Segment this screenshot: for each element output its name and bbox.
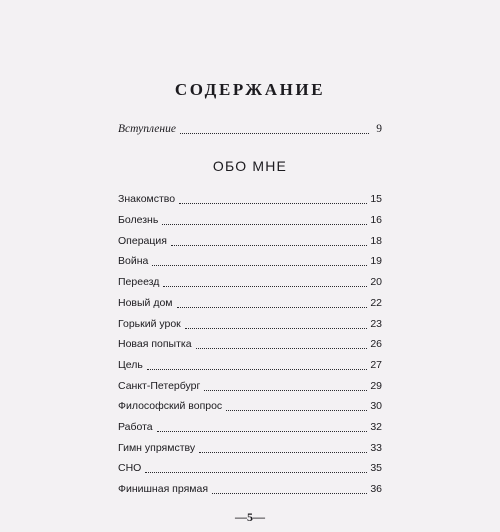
toc-entry-label: Война [118,255,149,267]
toc-entry-label: Санкт-Петербург [118,380,201,392]
dot-leader [162,223,367,225]
toc-entry-label: Новый дом [118,297,173,309]
toc-entry-page: 26 [370,338,382,350]
toc-entry-page: 18 [370,235,382,247]
toc-entry-page: 33 [370,442,382,454]
toc-entry-label: Вступление [118,123,176,135]
toc-entry [118,253,382,269]
toc-entry [118,481,382,497]
toc-entry-intro [118,121,382,137]
dot-leader [152,264,367,266]
dot-leader [163,285,367,287]
dot-leader [226,409,367,411]
toc-entry-page: 9 [376,123,382,135]
toc-entry [118,336,382,352]
toc-entry-label: Цель [118,359,143,371]
dot-leader [196,347,368,349]
toc-entry-label: СНО [118,462,142,474]
toc-page [118,0,382,532]
toc-entry-label: Болезнь [118,214,159,226]
dot-leader [185,327,368,329]
toc-entry-label: Горький урок [118,318,181,330]
toc-entry-label: Финишная прямая [118,483,209,495]
dot-leader [180,132,369,134]
toc-entry-page: 30 [370,400,382,412]
toc-entry [118,440,382,456]
toc-entry-page: 36 [370,483,382,495]
toc-entry [118,419,382,435]
toc-entry [118,191,382,207]
page-number: —5— [235,510,265,524]
toc-entry-page: 32 [370,421,382,433]
toc-entry [118,460,382,476]
toc-entry-page: 15 [370,193,382,205]
toc-entry-page: 27 [370,359,382,371]
toc-entry-page: 23 [370,318,382,330]
toc-entry-page: 19 [370,255,382,267]
toc-entry [118,212,382,228]
section-heading: ОБО МНЕ [212,158,288,174]
toc-entry-page: 20 [370,276,382,288]
dot-leader [177,306,368,308]
dot-leader [204,389,367,391]
toc-entry-label: Новая попытка [118,338,192,350]
toc-entry-label: Операция [118,235,167,247]
toc-entry-label: Знакомство [118,193,176,205]
dot-leader [179,202,367,204]
toc-entry [118,295,382,311]
dot-leader [145,471,367,473]
toc-entry-page: 16 [370,214,382,226]
toc-entry-page: 35 [370,462,382,474]
toc-entry-page: 29 [370,380,382,392]
dot-leader [171,244,367,246]
dot-leader [212,492,367,494]
toc-entry [118,357,382,373]
toc-entry-page: 22 [370,297,382,309]
toc-entry [118,316,382,332]
toc-entry-label: Философский вопрос [118,400,223,412]
dot-leader [147,368,367,370]
toc-entry [118,378,382,394]
toc-entry-label: Работа [118,421,153,433]
dot-leader [199,451,367,453]
toc-entry [118,274,382,290]
toc-entry-label: Гимн упрямству [118,442,196,454]
dot-leader [157,430,368,432]
toc-entry [118,233,382,249]
toc-title: СОДЕРЖАНИЕ [174,80,326,99]
toc-entry [118,398,382,414]
toc-entry-label: Переезд [118,276,160,288]
